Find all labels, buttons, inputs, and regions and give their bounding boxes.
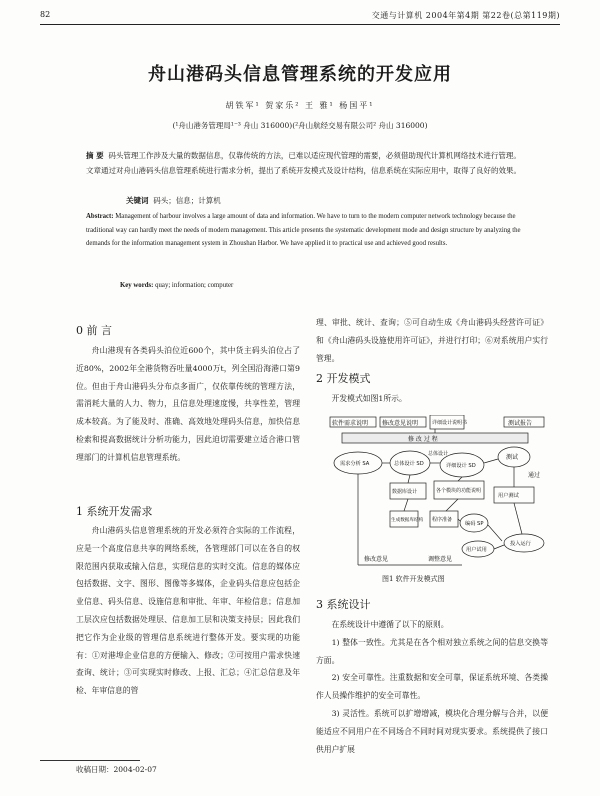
label-req-analysis: 需求分析 SA (340, 461, 370, 467)
section-2-title: 2 开发模式 (316, 372, 371, 385)
keywords-en-label: Key words: (120, 282, 154, 289)
abstract-en (86, 210, 522, 251)
section-0-body (76, 342, 300, 467)
label-overall-design: 总体设计 SD (394, 461, 424, 467)
label-user-test: 用户测试 (498, 493, 519, 499)
label-detail-design: 详细设计 SD (446, 463, 476, 469)
label-mod-report2: 调整意见 (428, 556, 453, 563)
paper-title: 舟山港码头信息管理系统的开发应用 (148, 64, 452, 85)
label-code: 编码 SP (465, 521, 484, 527)
received-date: 收稿日期：2004-02-07 (76, 765, 157, 774)
section-3-principle-3: 3) 灵活性。系统可以扩增增减，模块化合理分解与合并，以便能适应不同用户在不同场合不同时间对现实要求。系统提供了接口供用户扩展 (316, 708, 548, 754)
label-detail-doc: 详细设计说明书 (432, 420, 468, 426)
label-test-report: 测试报告 (508, 420, 533, 427)
abstract-cn (86, 148, 522, 178)
abstract-cn-label: 摘 要 (86, 151, 104, 160)
label-gen-struct: 生成数据库结构 (391, 518, 424, 523)
label-module-funcs: 各个模块的功能说明 (436, 488, 482, 494)
label-mod-report: 修改意见 (364, 556, 389, 563)
section-2-text: 开发模式如图1所示。 (331, 394, 407, 403)
label-mod-process: 修 改 过 程 (408, 436, 438, 443)
keywords-cn-label: 关键词 (126, 196, 149, 205)
journal-name: 交通与计算机 2004年第4期 第22卷(总第119期) (371, 11, 560, 20)
section-1-text: 舟山港码头信息管理系统的开发必须符合实际的工作流程，应是一个高度信息共享的网络系统，各管理部门可以在各自的权限范围内获取或输入信息，实现信息的实时交流。信息的媒体应包括数据、文字、图形、图像等多媒体，企业码头信息应包括企业信息、码头信息、设施信息和审批、年审、年检信息；信息加工层次应包括数据处理层、信息加工层和决策支持层；因此我们把它作为企业级的管理信息系统进行整体开发。要实现的功能有：①对港埠企业信息的方便输入、修改；②可按用户需求快速查询、统计；③可实现实时修改、上报、汇总；④汇总信息及年检、年审信息的管 (76, 526, 300, 696)
figure-caption: 图1 软件开发模式图 (382, 575, 445, 583)
section-1-cont-text: 理、审批、统计、查询；⑤可自动生成《舟山港码头经营许可证》和《舟山港码头设施使用许可证》，并进行打印；⑥对系统用户实行管理。 (316, 318, 548, 363)
label-pass: 通过 (528, 472, 541, 479)
authors: 胡铁军¹ 贺家乐² 王 雅¹ 杨国平¹ (225, 101, 375, 110)
abstract-en-text: Management of harbour involves a large amount of data and information. We have to turn to the modern computer network technology because the traditional way can hardly meet the needs of modern management. This article presents the systematic development mode and design structure by analyzing the demands for the information management system in Zhoushan Harbor. We have applied it to practical use and achieved good results. (86, 213, 521, 247)
label-use: 投入运行 (510, 541, 531, 547)
label-overall-design-2: 总体设计 (428, 451, 449, 457)
label-test: 测试 (506, 454, 519, 461)
label-mod-doc: 修改意见说明 (382, 420, 419, 427)
section-1-body (76, 522, 300, 700)
section-3-principle-2: 2) 安全可靠性。注重数据和安全可靠，保证系统环境、各类操作人员操作维护的安全可靠性。 (316, 673, 548, 701)
keywords-en (120, 282, 233, 289)
label-user-use: 用户试用 (466, 547, 487, 553)
label-req-doc: 软件需求说明 (332, 420, 369, 427)
label-program-prep: 程序准备 (432, 517, 453, 523)
label-db-design: 数据库设计 (392, 489, 418, 495)
section-3-principle-1: 1) 整体一致性。尤其是在各个相对独立系统之间的信息交换等方面。 (316, 637, 548, 665)
keywords-cn (126, 195, 221, 206)
section-3-body (316, 616, 548, 758)
section-1-title: 1 系统开发需求 (76, 505, 153, 518)
affiliation: (¹舟山港务管理局¹⁻³ 舟山 316000)(²舟山航经交易有限公司² 舟山 316000) (172, 121, 428, 130)
section-1-continued (316, 314, 548, 367)
page-number: 82 (40, 10, 51, 19)
section-3-title: 3 系统设计 (316, 598, 371, 611)
abstract-en-label: Abstract: (86, 213, 114, 220)
running-header (40, 10, 560, 25)
development-mode-diagram (328, 415, 566, 575)
keywords-en-text: quay; information; computer (155, 282, 234, 289)
keywords-cn-text: 码头；信息；计算机 (153, 196, 221, 205)
section-0-text: 舟山港现有各类码头泊位近600个，其中货主码头泊位占了近80%，2002年全港货物吞吐量4000万t，列全国沿海港口第9位。但由于舟山港码头分布点多面广，仅依靠传统的管理方法，需消耗大量的人力、物力，且信息处理速度慢，共享性差，管理成本较高。为了能及时、准确、高效地处理码头信息，加快信息检索和提高数据统计分析功能力，因此迫切需要建立适合港口管理部门的计算机信息管理系统。 (76, 346, 300, 462)
section-0-title: 0 前 言 (76, 324, 112, 337)
abstract-cn-text: 码头管理工作涉及大量的数据信息，仅靠传统的方法，已难以适应现代管理的需要，必须借助现代计算机网络技术进行管理。文章通过对舟山港码头信息管理系统进行需求分析，提出了系统开发模式及设计结构，信息系统在实际应用中，取得了良好的效果。 (86, 151, 521, 175)
section-2-body (316, 390, 548, 408)
footnote-divider (40, 760, 140, 761)
section-3-intro: 在系统设计中遵循了以下的原则。 (331, 620, 449, 629)
